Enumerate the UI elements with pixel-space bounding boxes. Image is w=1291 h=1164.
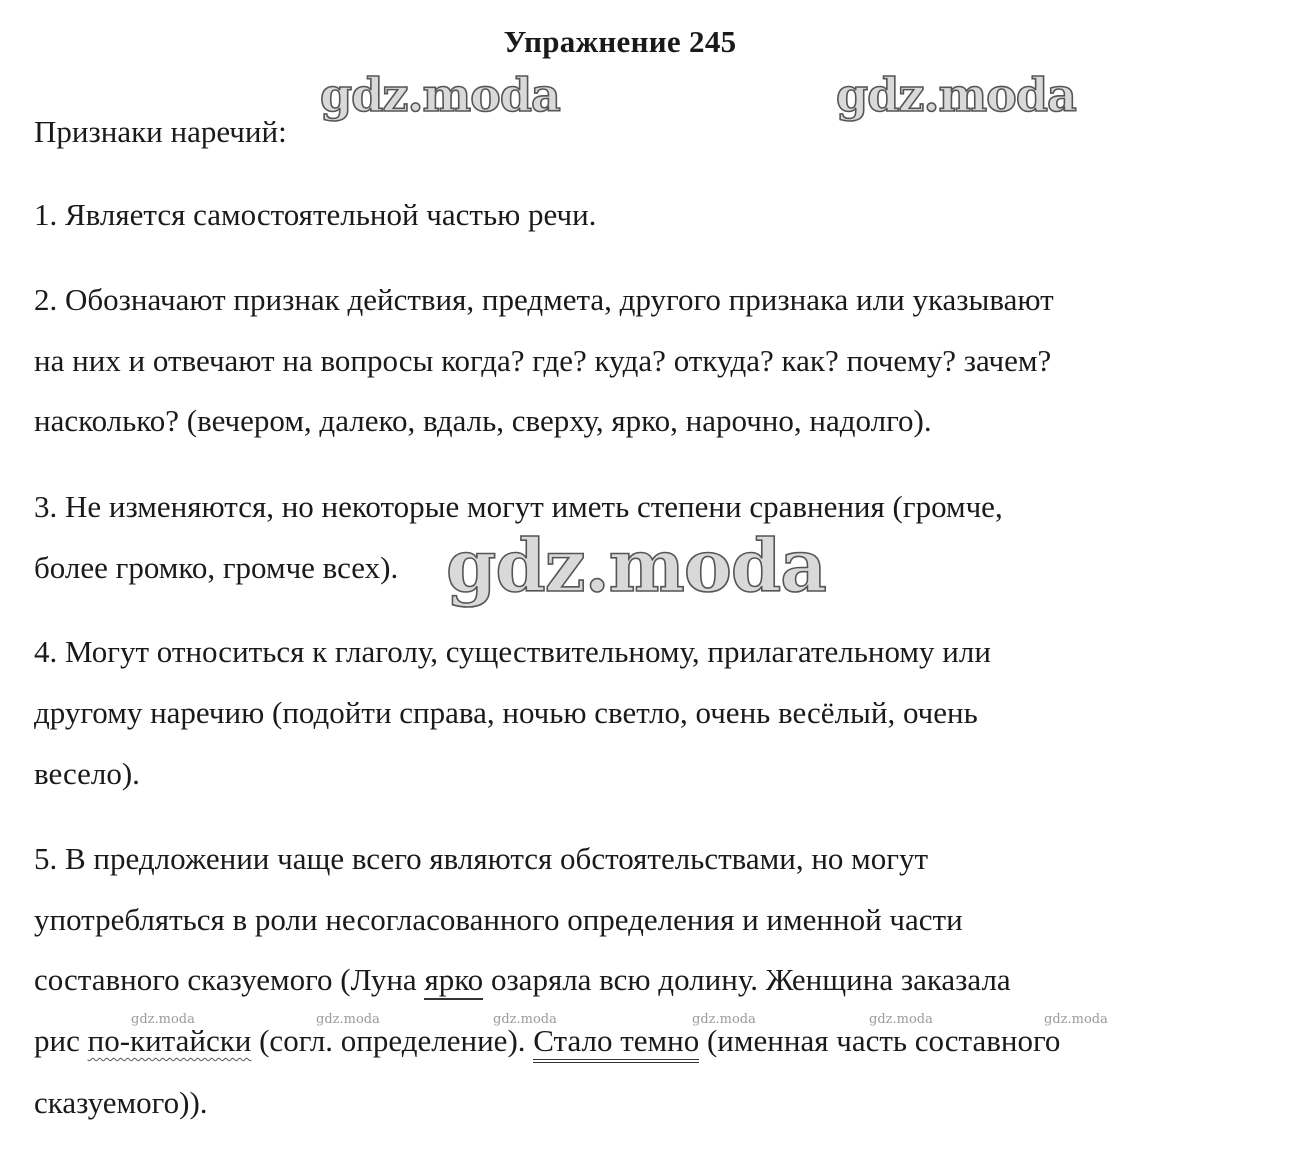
paragraph-line: употребляться в роли несогласованного определения и именной части [34, 902, 963, 937]
text-segment: рис [34, 1023, 88, 1058]
watermark-logo: gdz.moda [446, 523, 826, 608]
paragraph-line [34, 964, 1011, 995]
adverb-underlined-wavy: по-китайски [87, 1023, 252, 1058]
watermark-small: gdz.moda [493, 1012, 557, 1027]
watermark-logo: gdz.moda [836, 68, 1076, 122]
watermark-small: gdz.moda [692, 1012, 756, 1027]
exercise-title: Упражнение 245 [503, 24, 737, 59]
paragraph-line: весело). [34, 756, 140, 791]
paragraph-line [34, 1025, 1060, 1056]
paragraph-line: другому наречию (подойти справа, ночью светло, очень весёлый, очень [34, 695, 978, 730]
adverb-underlined: ярко [424, 962, 483, 1000]
watermark-small: gdz.moda [131, 1012, 195, 1027]
paragraph-line: на них и отвечают на вопросы когда? где? куда? откуда? как? почему? зачем? [34, 343, 1052, 378]
paragraph-line: 1. Является самостоятельной частью речи. [34, 197, 597, 232]
text-segment: (именная часть составного [699, 1023, 1061, 1058]
section-heading: Признаки наречий: [34, 114, 287, 149]
paragraph-line: более громко, громче всех). [34, 550, 399, 585]
paragraph-line: 5. В предложении чаще всего являются обстоятельствами, но могут [34, 841, 929, 876]
paragraph-line: насколько? (вечером, далеко, вдаль, сверху, ярко, нарочно, надолго). [34, 403, 932, 438]
watermark-logo: gdz.moda [320, 68, 560, 122]
paragraph-line: 2. Обозначают признак действия, предмета, другого признака или указывают [34, 282, 1054, 317]
text-segment: (согл. определение). [251, 1023, 534, 1058]
text-segment: озаряла всю долину. Женщина заказала [483, 962, 1011, 997]
watermark-small: gdz.moda [869, 1012, 933, 1027]
predicate-underlined: Стало темно [533, 1023, 699, 1063]
paragraph-line: 4. Могут относиться к глаголу, существительному, прилагательному или [34, 634, 991, 669]
text-segment: составного сказуемого (Луна [34, 962, 425, 997]
watermark-small: gdz.moda [1044, 1012, 1108, 1027]
watermark-small: gdz.moda [316, 1012, 380, 1027]
paragraph-line: сказуемого)). [34, 1085, 208, 1120]
paragraph-line: 3. Не изменяются, но некоторые могут иметь степени сравнения (громче, [34, 489, 1003, 524]
